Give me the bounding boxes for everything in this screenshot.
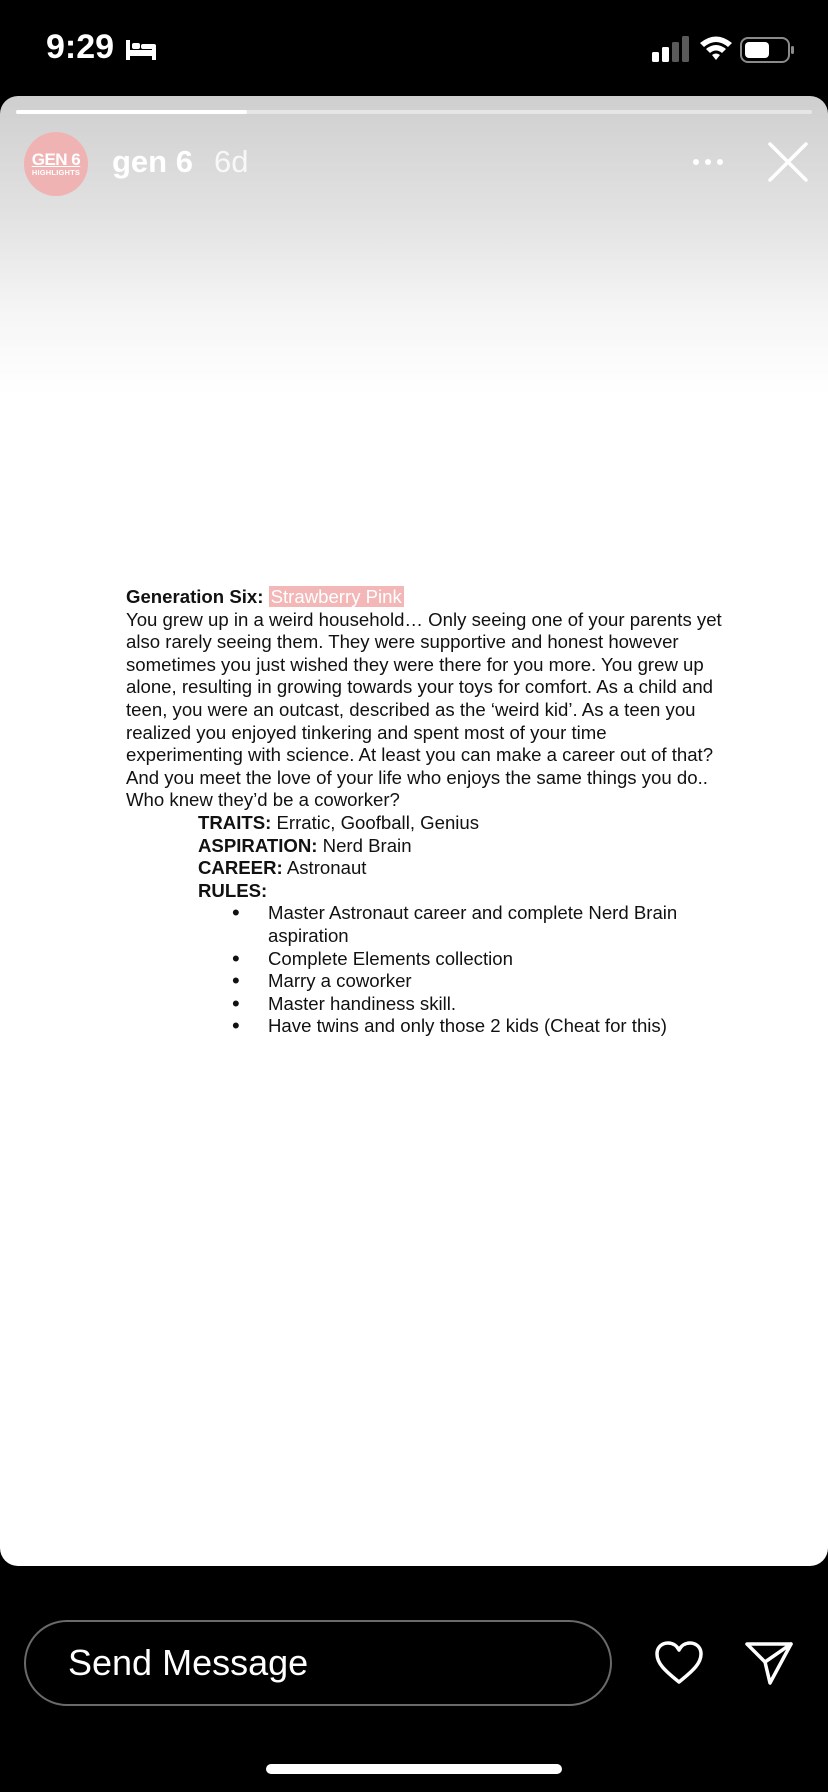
- more-icon[interactable]: [690, 150, 726, 174]
- wifi-icon: [698, 34, 734, 62]
- send-message-input[interactable]: [24, 1620, 612, 1706]
- story-card[interactable]: [0, 96, 828, 1566]
- status-time: 9:29: [46, 28, 115, 66]
- story-progress-bar: [16, 110, 812, 114]
- list-item: • Master Astronaut career and complete Nerd Brain aspiration: [232, 902, 726, 947]
- aspiration-value: Nerd Brain: [322, 834, 412, 856]
- list-item: • Have twins and only those 2 kids (Cheat for this): [232, 1015, 726, 1038]
- document-body: You grew up in a weird household… Only seeing one of your parents yet also rarely seeing them. They were supportive and honest however sometimes you just wished they were there for you more. You grew up alone, resulting in growing towards your toys for comfort. As a child and teen, you were an outcast, described as the ‘weird kid’. As a teen you realized you enjoyed tinkering and spent most of your time experimenting with science. At least you can make a career out of that? And you meet the love of your life who enjoys the same things you do.. Who knew they’d be a coworker?: [126, 608, 722, 811]
- list-item: • Master handiness skill.: [232, 993, 726, 1016]
- career-label: CAREER:: [198, 857, 283, 879]
- traits-line: [198, 812, 726, 835]
- heading-highlight: Strawberry Pink: [270, 586, 402, 607]
- document-heading: [126, 586, 726, 609]
- career-line: [198, 857, 726, 880]
- rules-list: [126, 902, 726, 1038]
- document-content: [126, 586, 726, 1038]
- avatar-title: GEN 6: [31, 150, 81, 169]
- home-indicator[interactable]: [266, 1764, 562, 1774]
- traits-value: Erratic, Goofball, Genius: [276, 811, 480, 833]
- avatar-subtitle: HIGHLIGHTS: [31, 168, 81, 177]
- signal-icon: [652, 36, 690, 62]
- heading-label: Generation Six:: [126, 586, 264, 607]
- list-item: • Marry a coworker: [232, 970, 726, 993]
- avatar[interactable]: [24, 132, 88, 196]
- battery-icon: [740, 36, 796, 64]
- send-message-placeholder: Send Message: [68, 1642, 309, 1683]
- list-item: • Complete Elements collection: [232, 948, 726, 971]
- close-icon[interactable]: [764, 138, 812, 186]
- send-icon[interactable]: [744, 1640, 794, 1686]
- rules-line: [198, 880, 726, 903]
- rules-label: RULES:: [198, 879, 268, 901]
- status-bar: [0, 0, 828, 96]
- aspiration-line: [198, 835, 726, 858]
- bed-icon: [124, 36, 158, 62]
- story-progress-fill: [16, 110, 247, 114]
- traits-label: TRAITS:: [198, 811, 272, 833]
- career-value: Astronaut: [286, 857, 367, 879]
- aspiration-label: ASPIRATION:: [198, 834, 318, 856]
- story-username[interactable]: gen 6: [112, 144, 193, 179]
- heart-icon[interactable]: [654, 1640, 704, 1686]
- story-time-ago: 6d: [214, 144, 249, 179]
